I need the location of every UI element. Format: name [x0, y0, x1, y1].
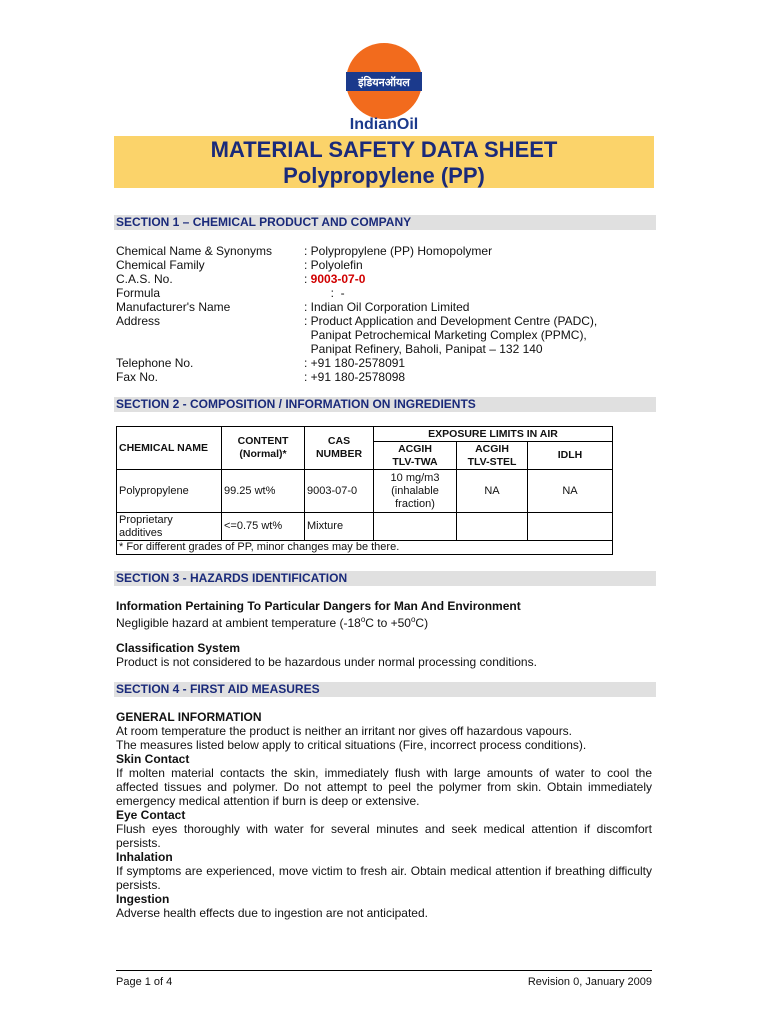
ingestion-text: Adverse health effects due to ingestion are not anticipated.: [116, 906, 428, 920]
cell-twa-line2: (inhalable: [391, 484, 439, 497]
cell-stel: [457, 513, 528, 541]
eye-contact-text: Flush eyes thoroughly with water for several minutes and seek medical attention if discomfort persists.: [116, 822, 652, 850]
ingestion-heading: Ingestion: [116, 892, 170, 906]
field-row: [116, 370, 656, 384]
hazard-text-part: C to +50: [365, 616, 411, 630]
inhalation-text: If symptoms are experienced, move victim to fresh air. Obtain medical attention if breathing difficulty persists.: [116, 864, 652, 892]
table-row: [117, 541, 613, 555]
header-stel-line1: ACGIH: [475, 442, 509, 455]
field-row: [116, 300, 656, 314]
section-2-heading: SECTION 2 - COMPOSITION / INFORMATION ON INGREDIENTS: [114, 397, 656, 412]
header-chemical-name: CHEMICAL NAME: [117, 427, 222, 470]
field-label: C.A.S. No.: [116, 272, 173, 286]
field-label: Manufacturer's Name: [116, 300, 231, 314]
field-value: Panipat Petrochemical Marketing Complex (PPMC),: [304, 328, 587, 342]
general-info-heading: GENERAL INFORMATION: [116, 710, 262, 724]
composition-table: [116, 426, 613, 555]
field-row: [116, 286, 656, 300]
classification-text: Product is not considered to be hazardous under normal processing conditions.: [116, 655, 537, 669]
header-tlv-twa: [374, 442, 457, 470]
general-info-text: The measures listed below apply to critical situations (Fire, incorrect process conditions).: [116, 738, 587, 752]
field-row: [116, 328, 656, 342]
brand-name: IndianOil: [349, 116, 419, 133]
header-idlh: IDLH: [528, 442, 613, 470]
cas-number: 9003-07-0: [310, 272, 366, 286]
field-row: [116, 244, 656, 258]
section-3-heading: SECTION 3 - HAZARDS IDENTIFICATION: [114, 571, 656, 586]
inhalation-heading: Inhalation: [116, 850, 173, 864]
header-cas-line2: NUMBER: [315, 448, 363, 460]
hazard-text-part: C): [415, 616, 429, 630]
header-stel-line2: TLV-STEL: [467, 455, 517, 468]
header-twa-line2: TLV-TWA: [392, 455, 438, 468]
table-row: [117, 427, 613, 442]
cell-chemical: Polypropylene: [117, 470, 222, 513]
table-footnote: * For different grades of PP, minor changes may be there.: [117, 541, 613, 555]
skin-contact-text: If molten material contacts the skin, immediately flush with large amounts of water to cool the affected tissues and polymer. Do not attempt to peel the polymer from skin. Obtain immediately emergency medical attention if burn is deep or extensive.: [116, 766, 652, 808]
field-label: Chemical Name & Synonyms: [116, 244, 273, 258]
field-label: Telephone No.: [116, 356, 194, 370]
degree-mark: o: [360, 615, 366, 624]
field-row: [116, 342, 656, 356]
field-value: : Product Application and Development Centre (PADC),: [304, 314, 598, 328]
table-row: [117, 470, 613, 513]
skin-contact-heading: Skin Contact: [116, 752, 190, 766]
field-label: Formula: [116, 286, 161, 300]
header-content-line2: (Normal)*: [239, 448, 287, 460]
section-1-heading: SECTION 1 – CHEMICAL PRODUCT AND COMPANY: [114, 215, 656, 230]
hazard-subheading: Information Pertaining To Particular Dangers for Man And Environment: [116, 599, 521, 613]
cell-stel: NA: [457, 470, 528, 513]
header-cas: [305, 427, 374, 470]
classification-subheading: Classification System: [116, 641, 241, 655]
cell-twa-line1: 10 mg/m3: [390, 471, 440, 484]
hazard-text-part: Negligible hazard at ambient temperature (-18: [116, 616, 361, 630]
cell-content: 99.25 wt%: [222, 470, 305, 513]
cell-idlh: [528, 513, 613, 541]
cell-idlh: NA: [528, 470, 613, 513]
cell-twa: [374, 513, 457, 541]
field-label: Chemical Family: [116, 258, 205, 272]
field-value: : +91 180-2578091: [304, 356, 406, 370]
field-row: [116, 356, 656, 370]
section-4-heading: SECTION 4 - FIRST AID MEASURES: [114, 682, 656, 697]
field-row: [116, 258, 656, 272]
header-cas-line1: CAS: [327, 435, 351, 447]
field-label: Fax No.: [116, 370, 159, 384]
field-value: : -: [304, 286, 345, 300]
header-tlv-stel: [457, 442, 528, 470]
cell-content: <=0.75 wt%: [222, 513, 305, 541]
header-twa-line1: ACGIH: [398, 442, 432, 455]
field-value: [304, 272, 365, 286]
cas-prefix: :: [304, 272, 311, 286]
document-title: MATERIAL SAFETY DATA SHEET: [210, 137, 558, 162]
document-subtitle: Polypropylene (PP): [283, 163, 485, 188]
eye-contact-heading: Eye Contact: [116, 808, 186, 822]
footer-divider: [116, 970, 652, 971]
field-value: : +91 180-2578098: [304, 370, 406, 384]
cell-twa-line3: fraction): [395, 497, 435, 510]
table-row: [117, 513, 613, 541]
field-value: : Indian Oil Corporation Limited: [304, 300, 470, 314]
field-row: [116, 314, 656, 328]
field-value: : Polyolefin: [304, 258, 363, 272]
cell-cas: 9003-07-0: [305, 470, 374, 513]
field-row: [116, 272, 656, 286]
field-label: Address: [116, 314, 161, 328]
logo-hindi-text: इंडियनऑयल: [358, 76, 410, 89]
degree-mark: o: [410, 615, 416, 624]
revision-info: Revision 0, January 2009: [527, 976, 652, 988]
field-value: Panipat Refinery, Baholi, Panipat – 132 140: [304, 342, 543, 356]
header-exposure-limits: EXPOSURE LIMITS IN AIR: [374, 427, 613, 442]
indianoil-logo: [344, 41, 424, 121]
field-value: : Polypropylene (PP) Homopolymer: [304, 244, 493, 258]
cell-chemical: [117, 513, 222, 541]
general-info-text: At room temperature the product is neither an irritant nor gives off hazardous vapours.: [116, 724, 573, 738]
cell-twa: [374, 470, 457, 513]
header-content-line1: CONTENT: [237, 435, 289, 447]
cell-chem-line1: Proprietary: [119, 513, 173, 526]
hazard-text: [116, 613, 652, 630]
cell-cas: Mixture: [305, 513, 374, 541]
header-content: [222, 427, 305, 470]
page-number: Page 1 of 4: [116, 976, 173, 988]
cell-chem-line2: additives: [119, 526, 163, 539]
